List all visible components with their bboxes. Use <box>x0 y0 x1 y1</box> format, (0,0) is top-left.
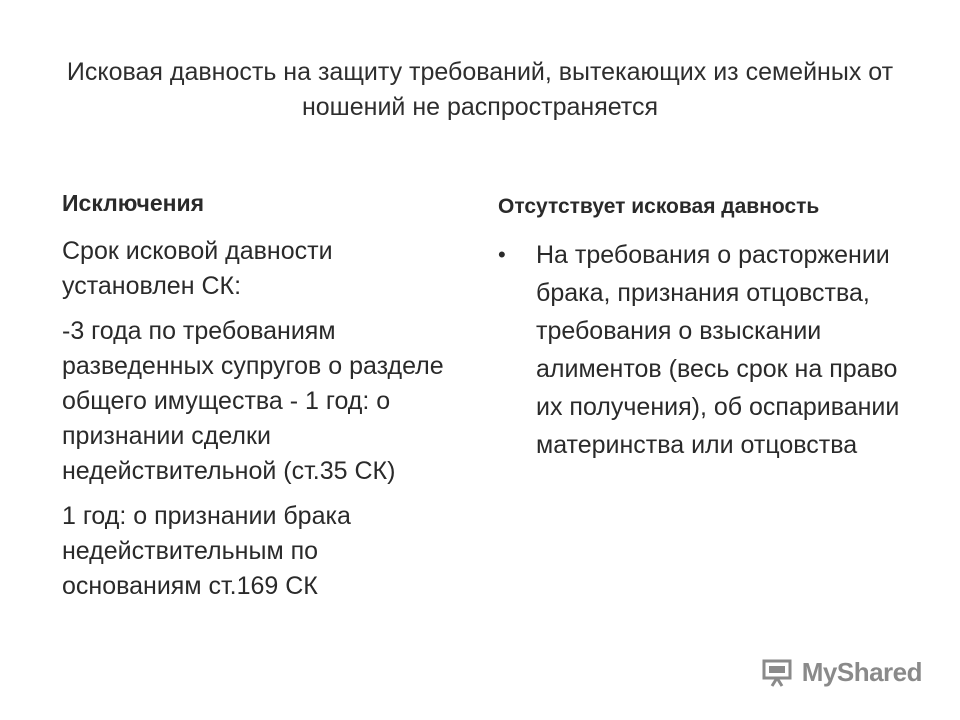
left-paragraph-1: Срок исковой давности установлен СК: <box>62 237 333 300</box>
left-paragraph-2: -3 года по требованиям разведенных супругов о разделе общего имущества - 1 год: о признании сделки недействительной (ст.35 СК) <box>62 317 444 485</box>
left-column <box>62 188 462 614</box>
right-column <box>498 192 908 464</box>
left-column-heading: Исключения <box>62 190 205 216</box>
bullet-marker: • <box>498 242 506 267</box>
watermark-logo <box>762 657 922 688</box>
right-column-heading: Отсутствует исковая давность <box>498 195 820 218</box>
bullet-text: На требования о расторжении брака, признания отцовства, требования о взыскании алиментов (весь срок на право их получения), об оспаривании материнства или отцовства <box>536 241 900 459</box>
slide-title: Исковая давность на защиту требований, вытекающих из семейных от ношений не распространяется <box>66 58 894 121</box>
watermark-text: MyShared <box>801 657 922 687</box>
bullet-item <box>498 236 908 464</box>
left-paragraph-3: 1 год: о признании брака недействительным по основаниям ст.169 СК <box>62 502 351 600</box>
presentation-icon <box>762 658 796 688</box>
